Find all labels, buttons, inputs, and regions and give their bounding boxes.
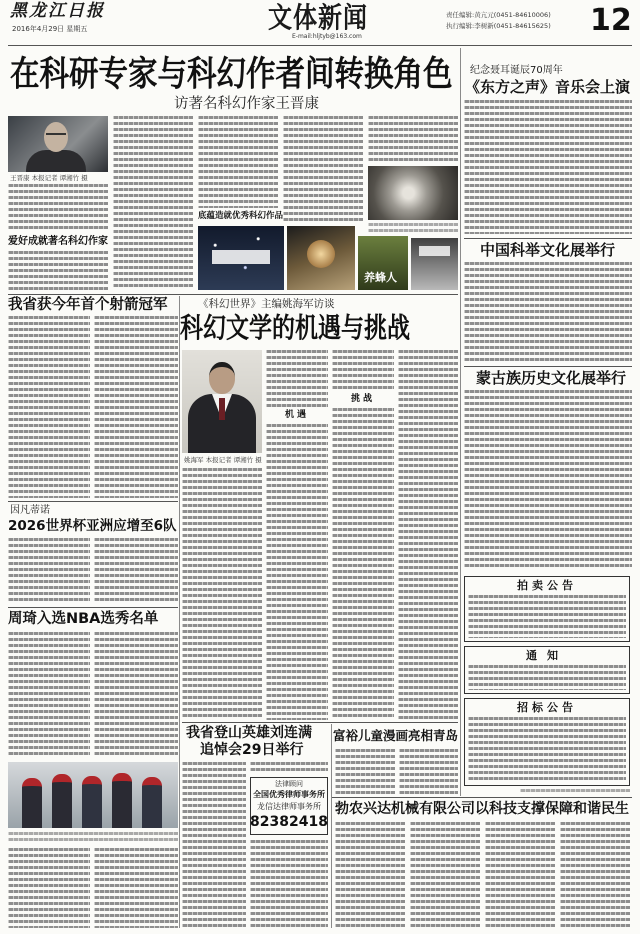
concert-headline: 《东方之声》音乐会上演 xyxy=(465,78,631,96)
comics-body-text xyxy=(335,749,395,794)
archery-headline: 我省获今年首个射箭冠军 xyxy=(8,297,168,313)
right-rule xyxy=(464,238,632,239)
lead-body-text xyxy=(8,251,108,290)
book-cover-2 xyxy=(287,226,355,290)
memorial-headline-1: 我省登山英雄刘连满 xyxy=(186,725,312,741)
book-cover-4 xyxy=(411,238,458,290)
page-number: 12 xyxy=(590,3,632,38)
exec-editor-line: 执行编辑:李树新(0451-84615625) xyxy=(446,22,551,30)
wang-jinkang-photo xyxy=(8,116,108,172)
interview-body-text xyxy=(398,350,458,720)
sports-body-text xyxy=(8,848,90,928)
interview-body-text xyxy=(332,350,394,392)
chief-editor-line: 责任编辑:黄亢元(0451-84610006) xyxy=(446,11,551,19)
portrait-head xyxy=(209,362,235,394)
archery-body-text xyxy=(94,316,178,498)
mongol-body-text xyxy=(464,390,632,570)
lead-body-text xyxy=(8,184,108,232)
right-column-rule xyxy=(460,48,461,796)
memorial-body-text xyxy=(250,762,328,774)
archery-body-text xyxy=(8,316,90,498)
portrait-body xyxy=(26,150,86,172)
comics-body-text xyxy=(399,749,458,794)
portrait-glasses xyxy=(46,133,66,135)
sports-rule xyxy=(8,607,178,608)
keju-body-text xyxy=(464,262,632,362)
yao-photo-caption: 姚海军 本报记者 谭湘竹 摄 xyxy=(184,456,262,464)
lead-body-text xyxy=(283,116,363,222)
law-firm-phone: 82382418 xyxy=(250,814,328,830)
feature-body-text xyxy=(335,822,405,928)
memorial-headline-2: 追悼会29日举行 xyxy=(200,742,304,758)
lead-subhead: 访著名科幻作家王晋康 xyxy=(174,96,319,112)
world-cup-body-text xyxy=(8,538,90,604)
lead-body-text xyxy=(113,116,193,290)
interview-body-text xyxy=(266,424,328,720)
concert-body-text xyxy=(464,100,632,234)
athlete-figure xyxy=(142,777,162,828)
interview-headline: 科幻文学的机遇与挑战 xyxy=(180,313,410,345)
lead-subhead-2: 底蕴造就优秀科幻作品 xyxy=(198,211,284,221)
yao-haijun-photo xyxy=(182,350,262,453)
cover-title-block xyxy=(212,250,270,264)
right-rule xyxy=(464,366,632,367)
wang-photo-caption: 王晋康 本报记者 谭湘竹 摄 xyxy=(10,174,88,182)
athlete-figure xyxy=(112,773,132,828)
zhou-qi-body-text xyxy=(94,632,178,758)
lead-bottom-rule xyxy=(8,294,458,295)
world-cup-body-text xyxy=(94,538,178,604)
interview-body-text xyxy=(332,408,394,720)
book-cover-3 xyxy=(358,236,408,290)
lead-body-text xyxy=(198,116,278,208)
feature-headline: 勃农兴达机械有限公司以科技支撑保障和谐民生 xyxy=(335,801,629,817)
cover-orb xyxy=(307,240,335,268)
issue-date: 2016年4月29日 星期五 xyxy=(12,25,88,33)
interview-subhead-opportunity: 机遇 xyxy=(284,410,309,420)
zhou-qi-headline: 周琦入选NBA选秀名单 xyxy=(8,611,159,627)
auction-notice-title: 拍卖公告 xyxy=(517,579,577,592)
portrait-head xyxy=(44,122,68,152)
law-firm-ad-line2: 全国优秀律师事务所 xyxy=(253,790,325,799)
interview-kicker: 《科幻世界》主编姚海军访谈 xyxy=(198,298,335,310)
mongol-exhibition-headline: 蒙古族历史文化展举行 xyxy=(476,369,627,387)
sports-rule xyxy=(8,501,178,502)
feature-body-text xyxy=(485,822,555,928)
lead-headline: 在科研专家与科幻作者间转换角色 xyxy=(10,53,453,94)
bottom-column-rule xyxy=(331,724,332,928)
athlete-figure xyxy=(82,776,102,828)
keju-exhibition-headline: 中国科举文化展举行 xyxy=(480,241,616,259)
auction-notice-text xyxy=(468,595,626,638)
section-email: E-mail:hljtyb@163.com xyxy=(292,33,362,40)
lead-subhead-1: 爱好成就著名科幻作家 xyxy=(8,236,108,247)
interview-body-text xyxy=(182,468,262,720)
header-rule xyxy=(8,45,632,46)
sculpture-photo-caption xyxy=(368,223,458,232)
book-cover-3-title: 养蜂人 xyxy=(364,271,397,284)
memorial-body-text xyxy=(182,762,246,928)
book-cover-1 xyxy=(198,226,284,290)
concert-kicker: 纪念聂耳诞辰70周年 xyxy=(470,65,563,76)
law-firm-ad-line1: 法律顾问 xyxy=(275,780,303,788)
lead-body-text xyxy=(368,116,458,162)
world-cup-kicker: 因凡蒂诺 xyxy=(10,505,50,516)
notification-text xyxy=(468,665,626,690)
bottom-section-rule xyxy=(182,722,458,723)
athlete-figure xyxy=(22,778,42,828)
world-cup-headline: 2026世界杯亚洲应增至6队 xyxy=(8,518,177,534)
sports-column-rule xyxy=(179,296,180,928)
notice-footer-text xyxy=(520,789,630,794)
zhou-qi-body-text xyxy=(8,632,90,758)
feature-top-rule xyxy=(332,797,632,798)
interview-subhead-challenge: 挑战 xyxy=(350,394,375,404)
memorial-body-text xyxy=(250,840,328,928)
section-title: 文体新闻 xyxy=(268,0,368,34)
interview-body-text xyxy=(266,350,328,408)
athlete-figure xyxy=(52,774,72,828)
law-firm-ad-line3: 龙信达律师事务所 xyxy=(257,802,321,811)
comics-headline: 富裕儿童漫画亮相青岛 xyxy=(333,728,459,743)
tender-notice-text xyxy=(468,717,626,781)
tender-notice-title: 招标公告 xyxy=(517,701,577,714)
notification-title: 通知 xyxy=(526,649,568,662)
feature-body-text xyxy=(410,822,480,928)
masthead-logo: 黑龙江日报 xyxy=(10,1,105,21)
sports-body-text xyxy=(94,848,178,928)
feature-body-text xyxy=(560,822,630,928)
cover-title-block xyxy=(419,246,450,256)
athletes-photo xyxy=(8,762,178,828)
athletes-photo-caption xyxy=(8,832,178,844)
sculpture-photo xyxy=(368,166,458,220)
portrait-tie xyxy=(219,398,225,420)
